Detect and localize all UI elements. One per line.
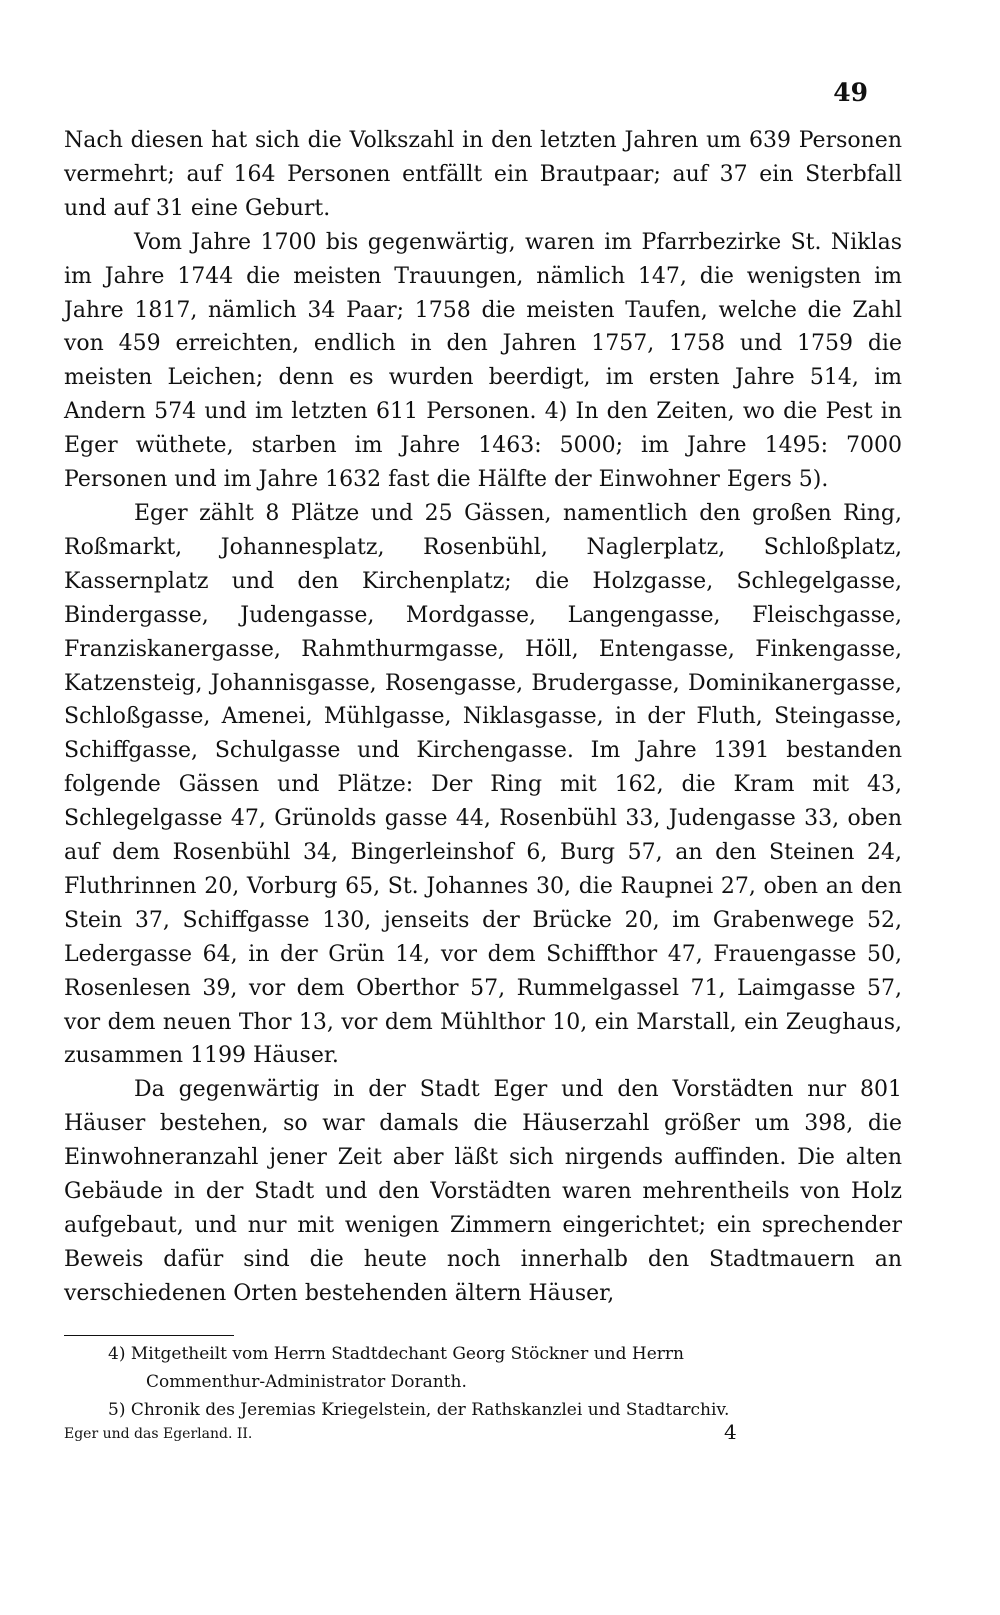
footnote-4-line-1: 4) Mitgetheilt vom Herrn Stadtdechant Georg Stöckner und Herrn	[108, 1344, 684, 1364]
footnote-divider	[64, 1335, 234, 1336]
signature-number: 4	[724, 1420, 737, 1444]
footnotes	[64, 1340, 902, 1424]
paragraph-streets-and-squares: Eger zählt 8 Plätze und 25 Gässen, namentlich den großen Ring, Roßmarkt, Johannesplatz, Rosenbühl, Naglerplatz, Schloßplatz, Kassernplatz und den Kirchenplatz; die Holzgasse, Schlegelgasse, Bindergasse, Judengasse, Mordgasse, Langengasse, Fleischgasse, Franziskanergasse, Rahmthurmgasse, Höll, Entengasse, Finkengasse, Katzensteig, Johannisgasse, Rosengasse, Brudergasse, Dominikanergasse, Schloßgasse, Amenei, Mühlgasse, Niklasgasse, in der Fluth, Steingasse, Schiffgasse, Schulgasse und Kirchengasse. Im Jahre 1391 bestanden folgende Gässen und Plätze: Der Ring mit 162, die Kram mit 43, Schlegelgasse 47, Grünolds gasse 44, Rosenbühl 33, Judengasse 33, oben auf dem Rosenbühl 34, Bingerleinshof 6, Burg 57, an den Steinen 24, Fluthrinnen 20, Vorburg 65, St. Johannes 30, die Raupnei 27, oben an den Stein 37, Schiffgasse 130, jenseits der Brücke 20, im Grabenwege 52, Ledergasse 64, in der Grün 14, vor dem Schiffthor 47, Frauengasse 50, Rosenlesen 39, vor dem Oberthor 57, Rummelgassel 71, Laimgasse 57, vor dem neuen Thor 13, vor dem Mühlthor 10, ein Marstall, ein Zeughaus, zusammen 1199 Häuser.	[64, 500, 902, 1069]
paragraph-population-growth: Nach diesen hat sich die Volkszahl in den letzten Jahren um 639 Personen vermehrt; auf 164 Personen entfällt ein Brautpaar; auf 37 ein Sterbfall und auf 31 eine Geburt.	[64, 128, 902, 221]
signature-line	[64, 1422, 902, 1446]
footnote-5: 5) Chronik des Jeremias Kriegelstein, der Rathskanzlei und Stadtarchiv.	[108, 1400, 730, 1420]
page-number: 49	[833, 78, 868, 107]
footnote-4-line-2: Commenthur-Administrator Doranth.	[146, 1372, 467, 1392]
paragraph-houses: Da gegenwärtig in der Stadt Eger und den Vorstädten nur 801 Häuser bestehen, so war damals die Häuserzahl größer um 398, die Einwohneranzahl jener Zeit aber läßt sich nirgends auffinden. Die alten Gebäude in der Stadt und den Vorstädten waren mehrentheils von Holz aufgebaut, und nur mit wenigen Zimmern eingerichtet; ein sprechender Beweis dafür sind die heute noch innerhalb den Stadtmauern an verschiedenen Orten bestehenden ältern Häuser,	[64, 1077, 902, 1306]
body-text	[64, 124, 902, 1311]
signature-text: Eger und das Egerland. II.	[64, 1426, 253, 1442]
paragraph-parish-statistics: Vom Jahre 1700 bis gegenwärtig, waren im Pfarrbezirke St. Niklas im Jahre 1744 die meisten Trauungen, nämlich 147, die wenigsten im Jahre 1817, nämlich 34 Paar; 1758 die meisten Taufen, welche die Zahl von 459 erreichten, endlich in den Jahren 1757, 1758 und 1759 die meisten Leichen; denn es wurden beerdigt, im ersten Jahre 514, im Andern 574 und im letzten 611 Personen. 4) In den Zeiten, wo die Pest in Eger wüthete, starben im Jahre 1463: 5000; im Jahre 1495: 7000 Personen und im Jahre 1632 fast die Hälfte der Einwohner Egers 5).	[64, 229, 902, 493]
